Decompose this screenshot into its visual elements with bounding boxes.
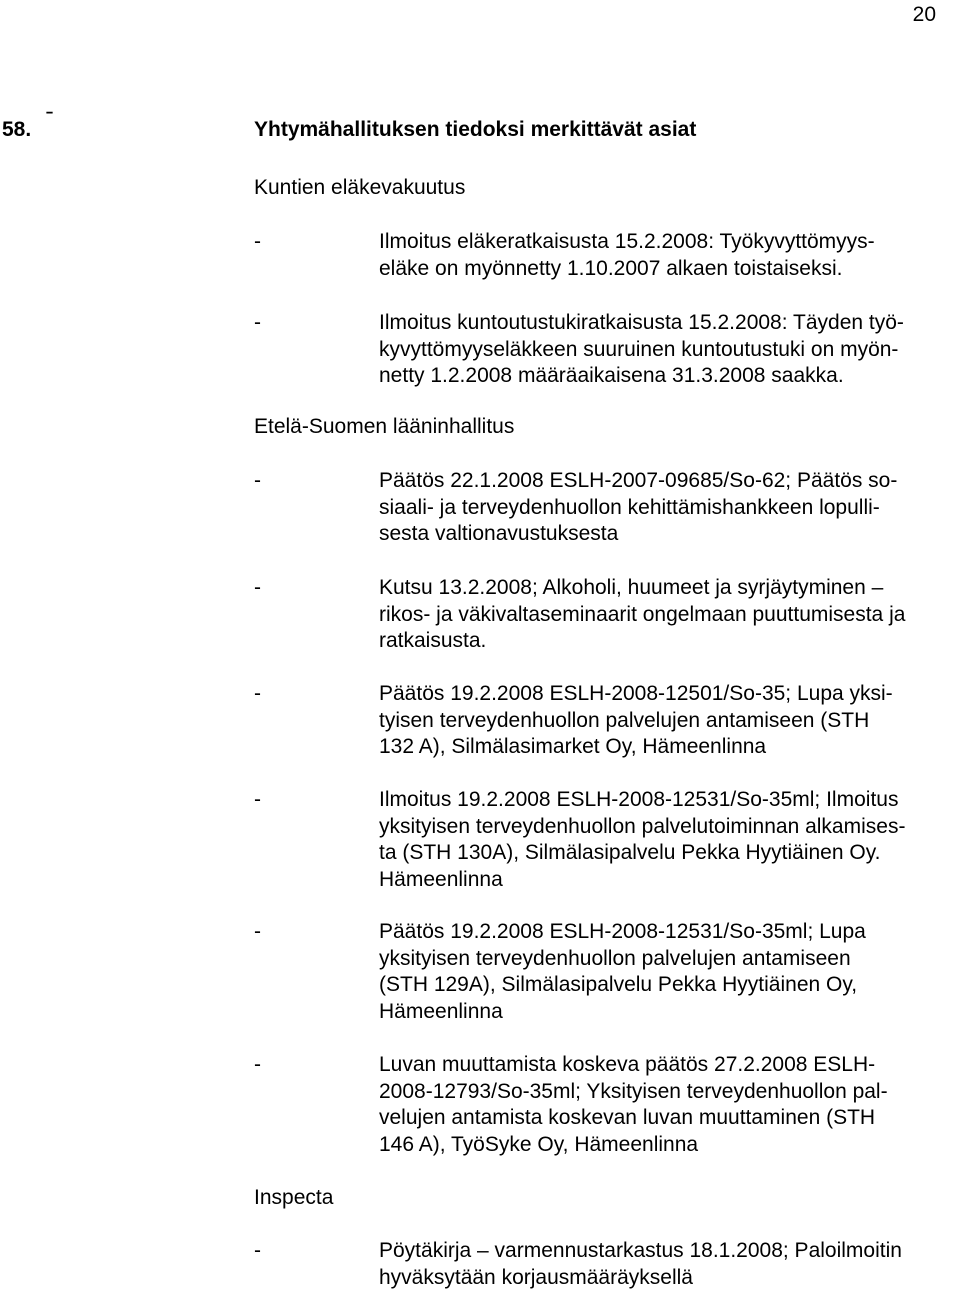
item-line: Päätös 22.1.2008 ESLH-2007-09685/So-62; Päätös so- bbox=[379, 469, 898, 492]
item-line: Hämeenlinna bbox=[379, 999, 503, 1023]
item-text bbox=[379, 1238, 959, 1291]
item-text bbox=[379, 310, 959, 390]
item-line: 146 A), TyöSyke Oy, Hämeenlinna bbox=[379, 1132, 699, 1156]
item-text bbox=[379, 1052, 959, 1158]
item-line: Ilmoitus kuntoutustukiratkaisusta 15.2.2008: Täyden työ- bbox=[379, 311, 904, 334]
item-line: 2008-12793/So-35ml; Yksityisen terveydenhuollon pal- bbox=[379, 1079, 888, 1103]
group-heading-kuntien-elakevakuutus: Kuntien eläkevakuutus bbox=[254, 176, 466, 199]
list-dash: - bbox=[254, 920, 261, 943]
item-line: ta (STH 130A), Silmälasipalvelu Pekka Hyytiäinen Oy. bbox=[379, 841, 881, 864]
item-line: Pöytäkirja – varmennustarkastus 18.1.2008; Paloilmoitin bbox=[379, 1239, 902, 1262]
list-dash: - bbox=[254, 682, 261, 705]
section-number: 58. bbox=[2, 118, 32, 141]
item-line: Ilmoitus 19.2.2008 ESLH-2008-12531/So-35ml; Ilmoitus bbox=[379, 788, 899, 811]
item-line: (STH 129A), Silmälasipalvelu Pekka Hyytiäinen Oy, bbox=[379, 973, 858, 996]
item-line: velujen antamista koskevan luvan muuttaminen (STH bbox=[379, 1106, 876, 1129]
list-dash: - bbox=[254, 576, 261, 599]
item-line: yksityisen terveydenhuollon palvelujen antamiseen bbox=[379, 946, 851, 970]
item-line: siaali- ja terveydenhuollon kehittämishankkeen lopulli- bbox=[379, 495, 880, 519]
list-dash: - bbox=[254, 469, 261, 492]
item-line: Kutsu 13.2.2008; Alkoholi, huumeet ja syrjäytyminen – bbox=[379, 576, 884, 599]
item-text bbox=[379, 681, 959, 761]
item-line: Päätös 19.2.2008 ESLH-2008-12501/So-35; Lupa yksi- bbox=[379, 682, 893, 705]
item-line: kyvyttömyyseläkkeen suuruinen kuntoutustuki on myön- bbox=[379, 337, 899, 361]
section-title: Yhtymähallituksen tiedoksi merkittävät asiat bbox=[254, 118, 697, 141]
item-text bbox=[379, 575, 959, 655]
item-line: sesta valtionavustuksesta bbox=[379, 522, 619, 545]
item-line: rikos- ja väkivaltaseminaarit ongelmaan puuttumisesta ja bbox=[379, 602, 906, 626]
item-line: hyväksytään korjausmääräyksellä bbox=[379, 1265, 693, 1289]
item-text bbox=[379, 468, 959, 548]
item-line: 132 A), Silmälasimarket Oy, Hämeenlinna bbox=[379, 735, 767, 758]
list-dash: - bbox=[254, 311, 261, 334]
item-line: ratkaisusta. bbox=[379, 629, 487, 652]
item-line: netty 1.2.2008 määräaikaisena 31.3.2008 saakka. bbox=[379, 364, 844, 387]
item-line: yksityisen terveydenhuollon palvelutoiminnan alkamises- bbox=[379, 814, 906, 838]
item-line: Päätös 19.2.2008 ESLH-2008-12531/So-35ml; Lupa bbox=[379, 920, 866, 943]
list-dash: - bbox=[254, 788, 261, 811]
heading-dash: ˉ bbox=[46, 108, 53, 131]
list-dash: - bbox=[254, 1239, 261, 1262]
item-text bbox=[379, 787, 959, 893]
group-heading-inspecta: Inspecta bbox=[254, 1186, 334, 1209]
item-line: tyisen terveydenhuollon palvelujen antamiseen (STH bbox=[379, 708, 870, 732]
list-dash: - bbox=[254, 230, 261, 253]
item-line: Hämeenlinna bbox=[379, 867, 503, 891]
item-text bbox=[379, 919, 959, 1025]
group-heading-etela-suomen-laaninhallitus: Etelä-Suomen lääninhallitus bbox=[254, 415, 515, 438]
item-text bbox=[379, 229, 959, 282]
item-line: Ilmoitus eläkeratkaisusta 15.2.2008: Työkyvyttömyys- bbox=[379, 230, 875, 253]
list-dash: - bbox=[254, 1053, 261, 1076]
page-number: 20 bbox=[912, 3, 936, 26]
item-line: Luvan muuttamista koskeva päätös 27.2.2008 ESLH- bbox=[379, 1053, 876, 1076]
item-line: eläke on myönnetty 1.10.2007 alkaen toistaiseksi. bbox=[379, 256, 843, 280]
